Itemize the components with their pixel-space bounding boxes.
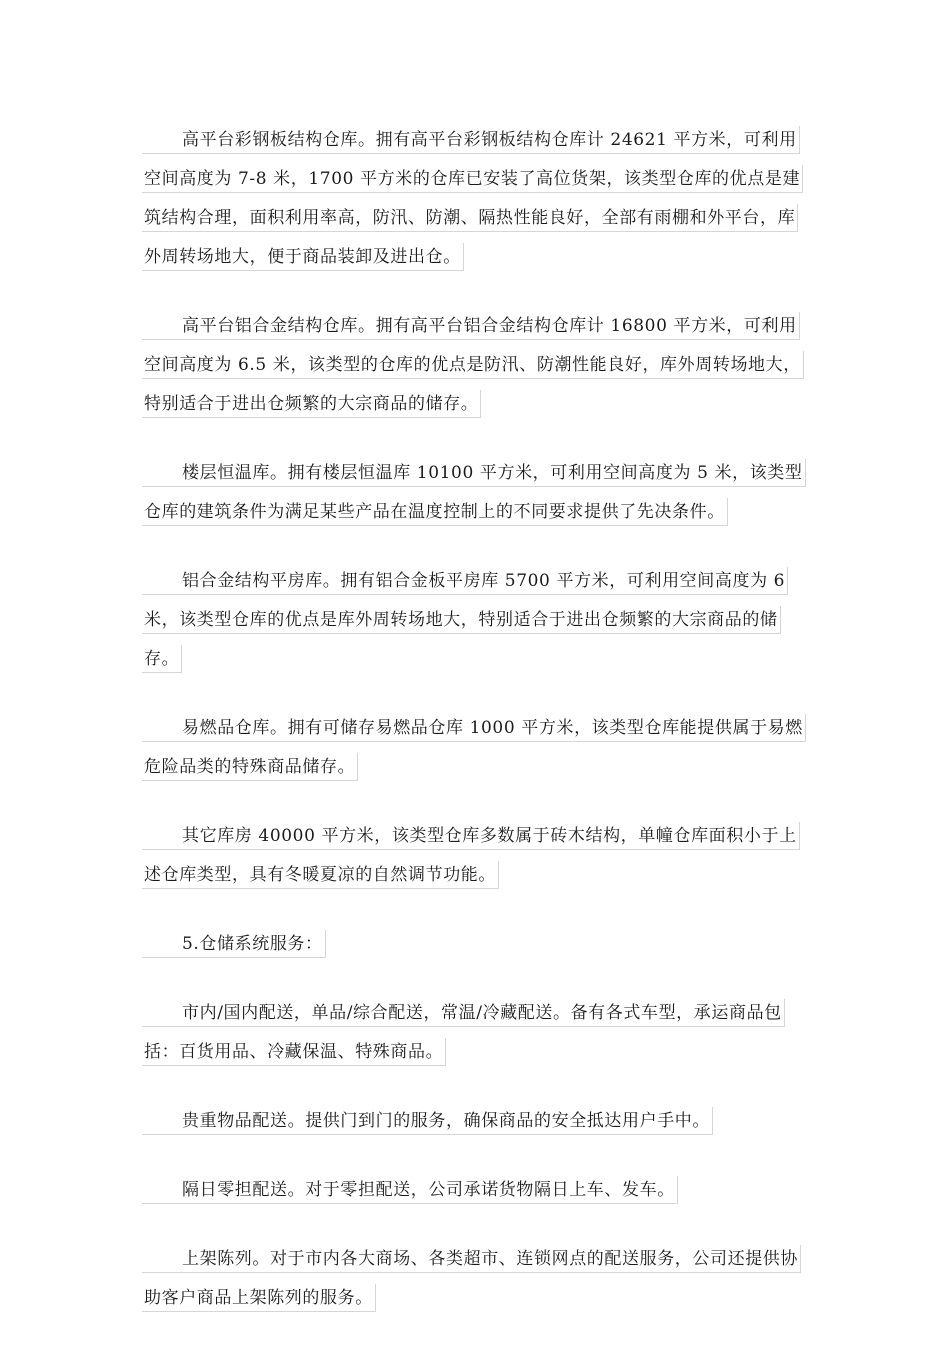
paragraph-content: 上架陈列。对于市内各大商场、各类超市、连锁网点的配送服务，公司还提供协助客户商品上架陈列的服务。 <box>144 1249 798 1308</box>
paragraph-text <box>142 312 804 418</box>
paragraph-content: 楼层恒温库。拥有楼层恒温库 10100 平方米，可利用空间高度为 5 米，该类型仓库的建筑条件为满足某些产品在温度控制上的不同要求提供了先决条件。 <box>144 463 803 522</box>
paragraph-content: 隔日零担配送。对于零担配送，公司承诺货物隔日上车、发车。 <box>182 1180 675 1200</box>
paragraph-text <box>142 930 326 958</box>
paragraph-content: 市内/国内配送，单品/综合配送，常温/冷藏配送。备有各式车型，承运商品包括：百货用品、冷藏保温、特殊商品。 <box>144 1003 782 1062</box>
paragraph-shelf-display <box>142 1240 808 1318</box>
paragraph-text <box>142 459 806 526</box>
paragraph-warehouse-flammable <box>142 709 808 787</box>
paragraph-text <box>142 126 803 271</box>
paragraph-text <box>142 1176 678 1204</box>
paragraph-content: 高平台彩钢板结构仓库。拥有高平台彩钢板结构仓库计 24621 平方米，可利用空间高度为 7-8 米，1700 平方米的仓库已安装了高位货架，该类型仓库的优点是建筑结构合理，面积利用率高，防汛、防潮、隔热性能良好，全部有雨棚和外平台，库外周转场地大，便于商品装卸及进出仓。 <box>144 130 801 267</box>
paragraph-content: 易燃品仓库。拥有可储存易燃品仓库 1000 平方米，该类型仓库能提供属于易燃危险品类的特殊商品储存。 <box>144 718 803 777</box>
paragraph-warehouse-other <box>142 817 808 895</box>
paragraph-content: 5.仓储系统服务： <box>182 934 323 954</box>
paragraph-text <box>142 822 800 889</box>
document-body <box>142 121 808 1348</box>
paragraph-text <box>142 714 806 781</box>
section-heading-storage-services <box>142 925 808 964</box>
paragraph-content: 贵重物品配送。提供门到门的服务，确保商品的安全抵达用户手中。 <box>182 1111 710 1131</box>
paragraph-delivery-valuables <box>142 1102 808 1141</box>
paragraph-warehouse-aluminum <box>142 307 808 424</box>
paragraph-text <box>142 567 788 673</box>
paragraph-text <box>142 1245 801 1312</box>
paragraph-warehouse-constant-temp <box>142 454 808 532</box>
paragraph-content: 高平台铝合金结构仓库。拥有高平台铝合金结构仓库计 16800 平方米，可利用空间高度为 6.5 米，该类型的仓库的优点是防汛、防潮性能良好，库外周转场地大，特别适合于进出仓频繁的大宗商品的储存。 <box>144 316 801 414</box>
paragraph-text <box>142 999 785 1066</box>
paragraph-delivery-next-day <box>142 1171 808 1210</box>
paragraph-content: 其它库房 40000 平方米，该类型仓库多数属于砖木结构，单幢仓库面积小于上述仓库类型，具有冬暖夏凉的自然调节功能。 <box>144 826 797 885</box>
paragraph-text <box>142 1107 713 1135</box>
paragraph-warehouse-color-steel <box>142 121 808 277</box>
paragraph-warehouse-single-story <box>142 562 808 679</box>
paragraph-content: 铝合金结构平房库。拥有铝合金板平房库 5700 平方米，可利用空间高度为 6 米，该类型仓库的优点是库外周转场地大，特别适合于进出仓频繁的大宗商品的储存。 <box>144 571 786 669</box>
paragraph-delivery-local <box>142 994 808 1072</box>
